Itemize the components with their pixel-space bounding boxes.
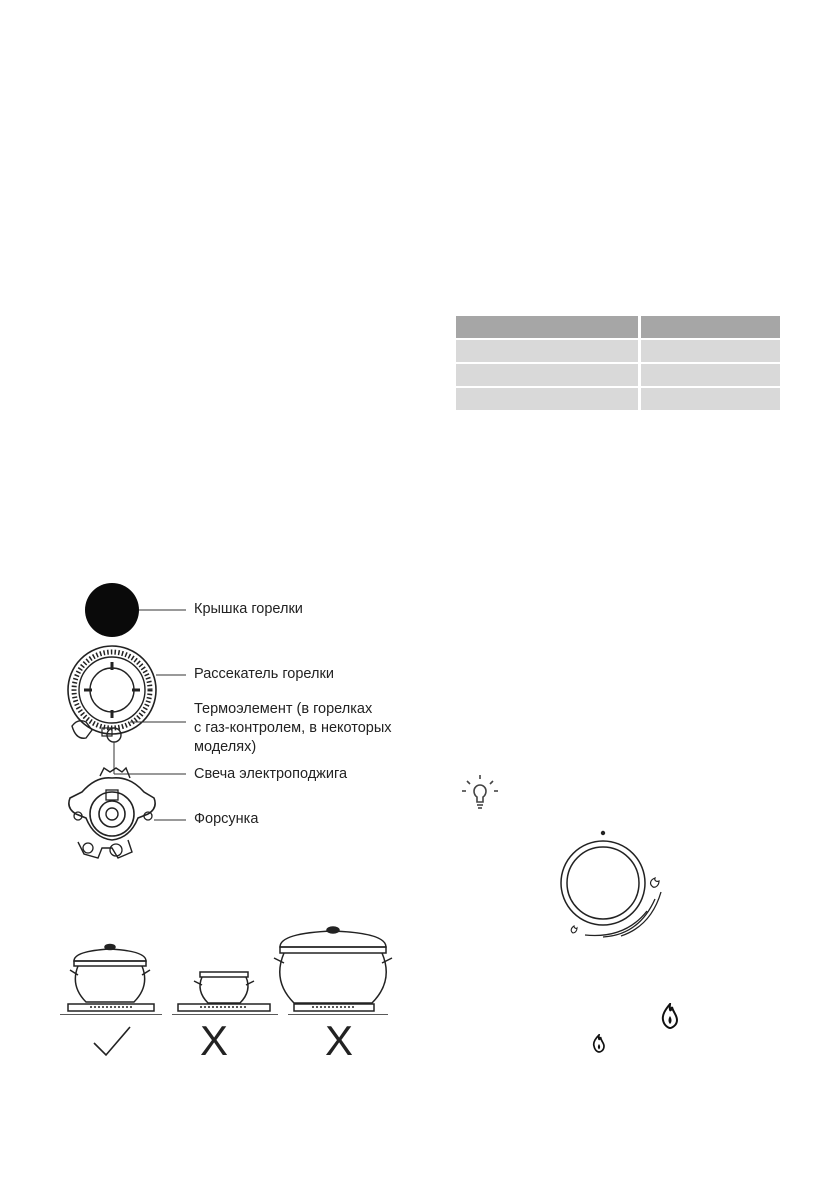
burner-spreader-shape [68, 646, 156, 742]
burner-cap-shape [85, 583, 139, 637]
table-cell [641, 340, 780, 362]
cross-mark-too-big: X [325, 1017, 354, 1064]
checkmark-icon [92, 1021, 132, 1061]
control-knob-drawing [555, 825, 695, 945]
table-header-cell [641, 316, 780, 338]
control-knob-diagram [555, 825, 695, 945]
pots-drawing [60, 925, 400, 1015]
burner-diagram [60, 580, 400, 880]
burner-body-shape [69, 768, 155, 858]
label-thermoelement-line2: с газ-контролем, в некоторых [194, 720, 392, 736]
large-flame-icon [661, 1003, 679, 1029]
label-thermoelement-line3: моделях) [194, 739, 257, 755]
table-cell [456, 388, 641, 410]
table-cell [641, 364, 780, 386]
table-row [456, 388, 780, 410]
pot-too-big-shape [274, 927, 392, 1015]
small-flame-icon [592, 1034, 606, 1053]
cross-mark-too-small: X [200, 1017, 229, 1064]
knob-small-flame-mark [571, 926, 577, 933]
check-mark-correct [92, 1021, 132, 1061]
label-thermoelement-line1: Термоэлемент (в горелках [194, 701, 373, 717]
label-burner-spreader: Рассекатель горелки [194, 666, 334, 682]
knob-large-flame-mark [651, 878, 659, 887]
label-ignition-spark: Свеча электроподжига [194, 766, 348, 782]
data-table [456, 314, 780, 412]
lightbulb-icon [462, 773, 498, 813]
pot-too-small-shape [172, 972, 278, 1015]
pot-correct-shape [60, 945, 162, 1016]
table-row [456, 364, 780, 386]
label-burner-cap: Крышка горелки [194, 601, 303, 617]
table-row [456, 340, 780, 362]
table-cell [456, 364, 641, 386]
table-header-row [456, 316, 780, 338]
pot-size-diagram [60, 925, 400, 1070]
label-nozzle: Форсунка [194, 811, 259, 827]
table-header-cell [456, 316, 641, 338]
table-cell [641, 388, 780, 410]
table-cell [456, 340, 641, 362]
